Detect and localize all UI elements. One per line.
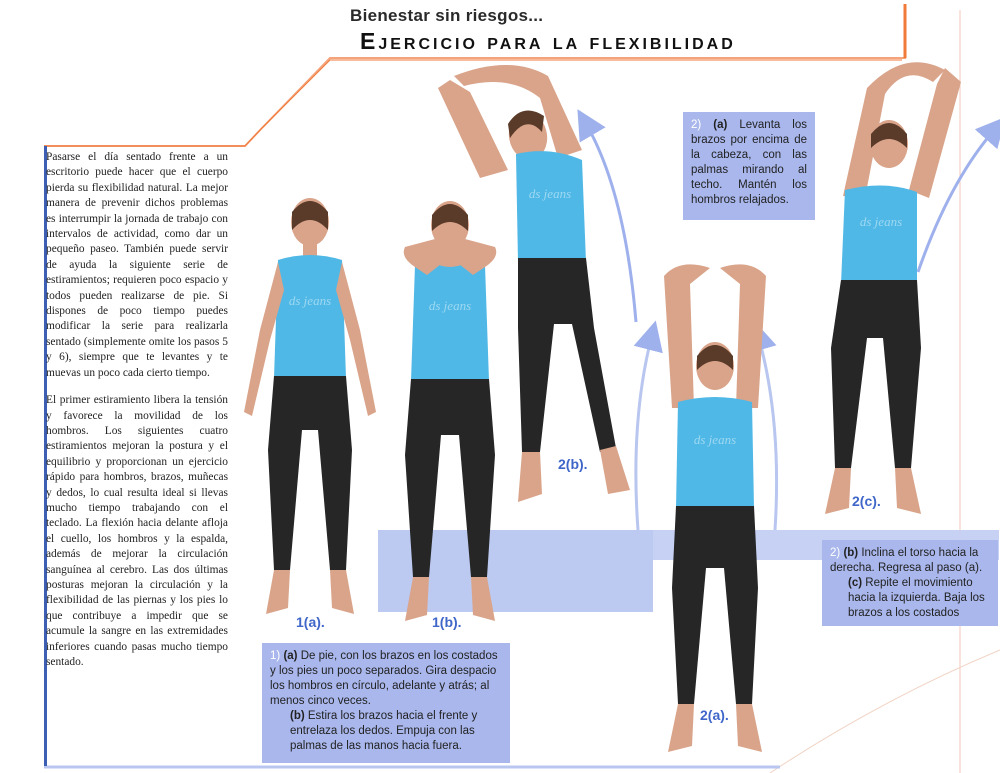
intro-paragraph-2: El primer estiramiento libera la tensión y favorece la movilidad de los hombros. Los siguientes cuatro estiramientos mejoran la postura y el equilibrio y proporcionan un ejercicio rápido para hombros, brazos, muñecas y dedos, lo cual resulta ideal si llevas mucho tiempo trabajando con el teclado. La flexión hacia delante afloja el cuello, los hombros y la espalda, además de mejorar la circulación sanguínea al cerebro. Las dos últimas posturas mejoran la circulación y la flexibilidad de las piernas y los pies lo que contribuye a impedir que se acumule la sangre en las extremidades inferiores cuando pasas mucho tiempo sentado. <box>46 394 228 668</box>
step-2c <box>830 576 990 621</box>
step-label: (b) <box>843 547 859 559</box>
step-label: (a) <box>283 650 298 662</box>
step-label: (a) <box>713 119 728 131</box>
step-text: Repite el movimiento hacia la izquierda. Baja los brazos a los costados <box>848 577 985 619</box>
step-text: Levanta los brazos por encima de la cabeza, con las palmas mirando al techo. Mantén los hombros relajados. <box>691 119 808 206</box>
svg-text:ds jeans: ds jeans <box>528 186 572 201</box>
step-text: Inclina el torso hacia la derecha. Regresa al paso (a). <box>830 547 983 574</box>
step-label: (c) <box>848 577 863 589</box>
step-1a <box>270 649 502 709</box>
figure-label-2b: 2(b). <box>558 456 588 472</box>
svg-text:ds jeans: ds jeans <box>859 214 903 229</box>
step-number: 2) <box>691 119 702 131</box>
figure-label-1b: 1(b). <box>432 614 462 630</box>
figure-2b-person <box>430 58 640 508</box>
svg-text:ds jeans: ds jeans <box>693 432 737 447</box>
header-pre-title: Bienestar sin riesgos... <box>350 6 544 25</box>
step-text: De pie, con los brazos en los costados y los pies un poco separados. Gira despacio los hombros en círculo, adelante y atrás; al menos cinco veces. <box>270 650 498 707</box>
step-number: 1) <box>270 650 281 662</box>
header-title: Ejercicio para la flexibilidad <box>360 28 736 54</box>
step-text: Estira los brazos hacia el frente y entrelaza los dedos. Empuja con las palmas de las manos hacia fuera. <box>290 710 478 752</box>
step-number: 2) <box>830 547 841 559</box>
figure-label-2c: 2(c). <box>852 493 881 509</box>
figure-1a-person <box>230 190 390 630</box>
step-2b <box>830 546 990 576</box>
svg-text:ds jeans: ds jeans <box>428 298 472 313</box>
shirt-logo: ds jeans <box>288 293 332 308</box>
intro-paragraph-1: Pasarse el día sentado frente a un escritorio puede hacer que el cuerpo pierda su flexibilidad natural. La mejor manera de prevenir dichos problemas es interrumpir la jornada de trabajo con intervalos de actividad, como dar un pequeño paseo. También puede servir de ayuda la siguiente serie de estiramientos; requieren poco espacio y todos pueden realizarse de pie. Si dispones de poco tiempo puedes modificar la serie para realizarla sentado (simplemente omite los pasos 5 y 6), siempre que te levantes y te muevas un poco cada cierto tiempo. <box>46 151 228 379</box>
figure-label-2a: 2(a). <box>700 707 729 723</box>
step-1b <box>270 709 502 754</box>
instruction-box-2a <box>683 112 815 220</box>
step-label: (b) <box>290 710 305 722</box>
instruction-box-1 <box>262 643 510 763</box>
figure-label-1a: 1(a). <box>296 614 325 630</box>
figure-2a-person <box>650 258 780 758</box>
figure-2c-person <box>805 48 970 528</box>
instruction-box-2bc <box>822 540 998 626</box>
